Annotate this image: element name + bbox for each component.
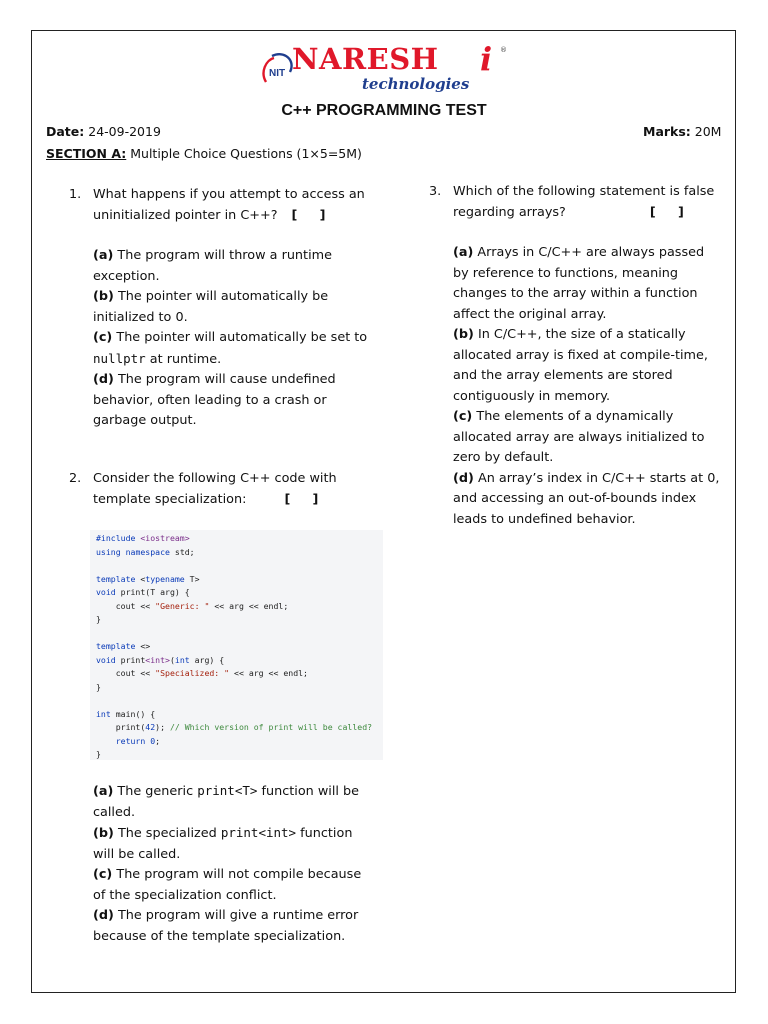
code-line: #include <iostream> [96,533,190,543]
logo-mark-text: NIT [269,68,286,79]
code-snippet [90,530,383,760]
option-text: The specialized [117,826,217,841]
option-text: The program will cause undefined behavior, often leading to a crash or garbage output. [93,372,336,428]
question-text [453,182,721,223]
option-b [93,287,373,328]
nit-logo-mark-icon [262,52,296,88]
option-text: The program will throw a runtime exception. [93,248,332,284]
answer-bracket: [ ] [291,207,326,223]
code-line: void print(T arg) { [96,587,190,597]
test-title: C++ PROGRAMMING TEST [281,102,487,119]
code-line: } [96,749,101,759]
question-2 [69,469,373,510]
code-line [96,627,383,641]
option-text-after: function will be called. [93,784,360,820]
option-label: (b) [453,327,474,342]
option-text: The program will not compile because of the specialization conflict. [93,867,362,903]
question-text-body: What happens if you attempt to access an uninitialized pointer in C++? [93,187,365,223]
option-label: (d) [93,372,114,387]
date-label: Date: [46,124,85,139]
option-code: nullptr [93,350,146,366]
code-line [96,694,383,708]
option-text-after: function will be called. [93,826,353,862]
question-2-options [93,781,368,947]
question-3 [429,182,721,530]
option-label: (c) [93,330,113,345]
code-line: void print<int>(int arg) { [96,654,225,665]
code-line: print(42); // Which version of print will be called? [96,722,373,732]
section-label: SECTION A: [46,146,127,161]
date-line [46,124,161,139]
section-text: Multiple Choice Questions (1×5=5M) [130,146,362,161]
option-text: Arrays in C/C++ are always passed by reference to functions, meaning changes to the array within a function affect the original array. [453,245,705,322]
code-line: int main() { [96,708,156,719]
option-d [93,906,368,947]
option-a [453,243,721,325]
question-text-body: Which of the following statement is false regarding arrays? [453,184,715,220]
question-text-body: Consider the following C++ code with template specialization: [93,471,337,507]
option-label: (b) [93,826,114,841]
option-label: (d) [93,908,114,923]
option-text: The elements of a dynamically allocated array are always initialized to zero by default. [453,409,705,465]
question-text [93,469,373,510]
option-label: (a) [93,784,114,799]
option-text: The pointer will automatically be initialized to 0. [93,289,329,325]
option-c [453,407,721,469]
option-code: print<T> [197,783,258,798]
option-text: An array’s index in C/C++ starts at 0, and accessing an out-of-bounds index leads to undefined behavior. [453,470,720,527]
option-label: (b) [93,289,114,304]
logo-registered-mark: ® [500,46,507,54]
option-text: The pointer will automatically be set to [116,330,368,345]
marks-value: 20M [694,124,722,139]
option-text-after: at runtime. [149,351,222,367]
question-text [93,185,373,226]
marks-line [643,124,721,139]
code-line: cout << "Generic: " << arg << endl; [96,600,289,611]
section-heading [46,146,362,161]
answer-bracket: [ ] [284,491,319,507]
question-number: 3. [429,184,442,199]
code-line: } [96,681,101,692]
marks-label: Marks: [643,124,691,139]
code-line: cout << "Specialized: " << arg << endl; [96,668,308,678]
option-code: print<int> [220,825,297,840]
option-text: The program will give a runtime error because of the template specialization. [93,908,359,944]
logo-brand-suffix: i [480,40,493,78]
logo-subtitle: technologies [362,75,470,93]
option-label: (a) [453,245,474,260]
option-label: (c) [453,409,473,424]
question-number: 1. [69,187,82,202]
option-b [453,325,721,407]
naresh-logo [262,40,512,96]
option-text: In C/C++, the size of a statically allocated array is fixed at compile-time, and the array elements are stored contiguously in memory. [453,327,708,404]
code-line: template <typename T> [96,573,200,584]
option-label: (d) [453,470,474,486]
option-d [453,469,721,531]
code-line: } [96,614,101,624]
option-c [93,328,373,370]
code-line: return 0; [115,735,161,746]
answer-bracket: [ ] [649,204,684,220]
question-number: 2. [69,471,82,486]
logo-brand: NARESH [292,42,439,76]
option-d [93,370,373,432]
question-1 [69,185,373,432]
code-line: template <> [96,641,151,651]
option-text: The generic [117,784,194,799]
option-label: (a) [93,248,114,263]
code-line [96,559,383,573]
option-a [93,781,368,823]
option-label: (c) [93,867,113,882]
code-line: using namespace std; [96,546,195,557]
date-value: 24-09-2019 [88,124,161,139]
option-b [93,823,368,865]
option-c [93,865,368,906]
option-a [93,246,373,287]
